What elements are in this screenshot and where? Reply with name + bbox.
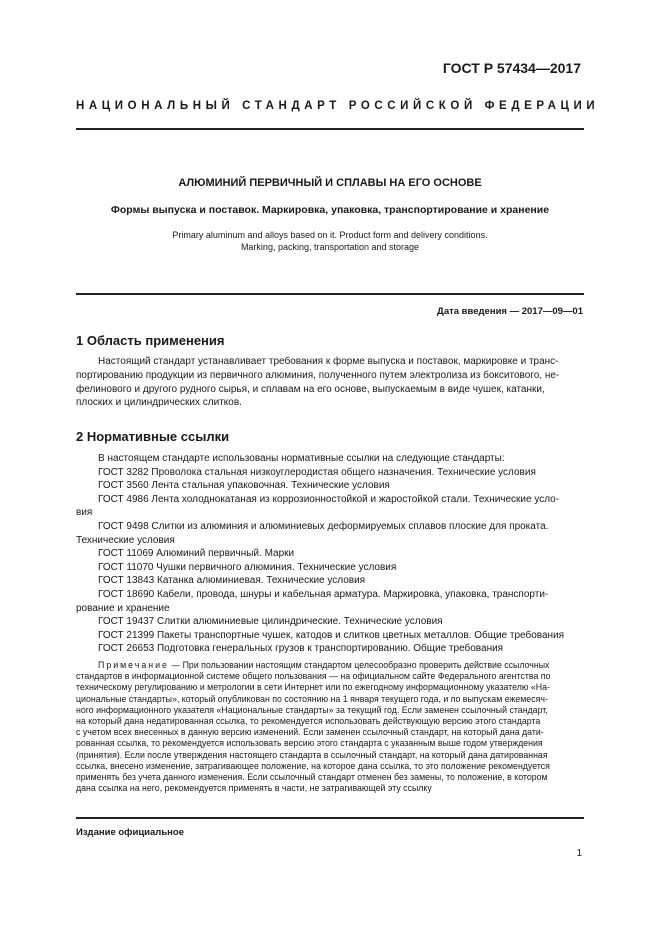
- paragraph-line: портированию продукции из первичного алюминия, полученного путем электролиза из бокситового, не-: [76, 369, 560, 381]
- note-line: стандартов в информационной системе общего пользования — на официальном сайте Федерального агентства по: [76, 671, 551, 682]
- reference-line: ГОСТ 4986 Лента холоднокатаная из коррозионностойкой и жаростойкой стали. Технические усло-: [98, 493, 560, 505]
- note-line: с учетом всех внесенных в данную версию изменений. Если заменен ссылочный стандарт, на который дана дати-: [76, 727, 544, 738]
- section-2-heading: 2 Нормативные ссылки: [76, 429, 230, 444]
- introduction-date: Дата введения — 2017—09—01: [437, 306, 583, 317]
- official-edition-label: Издание официальное: [76, 827, 184, 838]
- note-line: на который дана недатированная ссылка, то рекомендуется использовать действующую версию этого стандарта: [76, 716, 541, 727]
- page-number: 1: [576, 848, 582, 859]
- reference-line: ГОСТ 3282 Проволока стальная низкоуглеродистая общего назначения. Технические условия: [98, 466, 536, 478]
- reference-line: рование и хранение: [76, 602, 170, 614]
- section-1-heading: 1 Область применения: [76, 333, 225, 348]
- note-line: (принятия). Если после утверждения настоящего стандарта в ссылочный стандарт, на который дана датированная: [76, 749, 548, 760]
- document-subtitle: Формы выпуска и поставок. Маркировка, упаковка, транспортирование и хранение: [110, 204, 550, 216]
- reference-line: ГОСТ 9498 Слитки из алюминия и алюминиевых деформируемых сплавов плоские для проката.: [98, 520, 549, 532]
- paragraph-line: фелинового и другого рудного сырья, и сплавам на его основе, выпускаемым в виде чушек, катанки,: [76, 383, 545, 395]
- reference-line: ГОСТ 18690 Кабели, провода, шнуры и кабельная арматура. Маркировка, упаковка, транспорти-: [98, 588, 549, 600]
- english-title-line: Primary aluminum and alloys based on it. Product form and delivery conditions.: [172, 230, 488, 240]
- title-divider: [76, 293, 584, 295]
- reference-line: ГОСТ 21399 Пакеты транспортные чушек, катодов и слитков цветных металлов. Общие требования: [98, 629, 565, 641]
- footer-divider: [76, 817, 584, 819]
- note-line: ного информационного указателя «Национальные стандарты» за текущий год. Если заменен ссылочный стандарт,: [76, 704, 548, 715]
- note-line: циональные стандарты», который опубликован по состоянию на 1 января текущего года, и по выпускам ежемесяч-: [76, 693, 548, 704]
- section-1-text: [76, 355, 584, 410]
- reference-line: ГОСТ 11070 Чушки первичного алюминия. Технические условия: [98, 561, 397, 573]
- reference-line: ГОСТ 11069 Алюминий первичный. Марки: [98, 548, 295, 560]
- reference-line: Технические условия: [76, 534, 175, 546]
- reference-line: В настоящем стандарте использованы нормативные ссылки на следующие стандарты:: [98, 453, 505, 464]
- note-line: применять без учета данного изменения. Если ссылочный стандарт отменен без замены, то положение, в котором: [76, 772, 548, 783]
- reference-line: ГОСТ 3560 Лента стальная упаковочная. Технические условия: [98, 480, 390, 492]
- reference-line: ГОСТ 13843 Катанка алюминиевая. Технические условия: [98, 575, 366, 587]
- english-title-line: Marking, packing, transportation and storage: [240, 242, 420, 252]
- note-line: рованная ссылка, то рекомендуется использовать версию этого стандарта с указанным выше годом утверждения: [76, 738, 543, 749]
- reference-line: ГОСТ 19437 Слитки алюминиевые цилиндрические. Технические условия: [98, 616, 443, 628]
- national-standard-title: НАЦИОНАЛЬНЫЙ СТАНДАРТ РОССИЙСКОЙ ФЕДЕРАЦИИ: [76, 100, 600, 112]
- english-title: [76, 229, 584, 253]
- reference-line: вия: [76, 507, 93, 519]
- note-line: ссылка, внесено изменение, затрагивающее положение, на которое дана ссылка, то это положение рекомендуется: [76, 760, 550, 771]
- header-divider: [76, 128, 584, 130]
- reference-line: ГОСТ 26653 Подготовка генеральных грузов к транспортированию. Общие требования: [98, 643, 504, 655]
- note-line: дана ссылка на него, рекомендуется применять в части, не затрагивающей эту ссылку: [76, 783, 432, 794]
- note-line: техническому регулированию и метрологии в сети Интернет или по ежегодному информационному указателю «На-: [76, 682, 550, 693]
- normative-references-list: [76, 452, 584, 656]
- document-number: ГОСТ Р 57434—2017: [442, 60, 581, 76]
- note-block: [76, 660, 584, 794]
- note-line: — При пользовании настоящим стандартом целесообразно проверить действие ссылочных: [168, 660, 550, 670]
- note-label: Примечание: [98, 660, 169, 670]
- paragraph-line: плоских и цилиндрических слитков.: [76, 397, 242, 409]
- paragraph-line: Настоящий стандарт устанавливает требования к форме выпуска и поставок, маркировке и транс-: [98, 356, 559, 367]
- document-title: АЛЮМИНИЙ ПЕРВИЧНЫЙ И СПЛАВЫ НА ЕГО ОСНОВЕ: [178, 177, 482, 189]
